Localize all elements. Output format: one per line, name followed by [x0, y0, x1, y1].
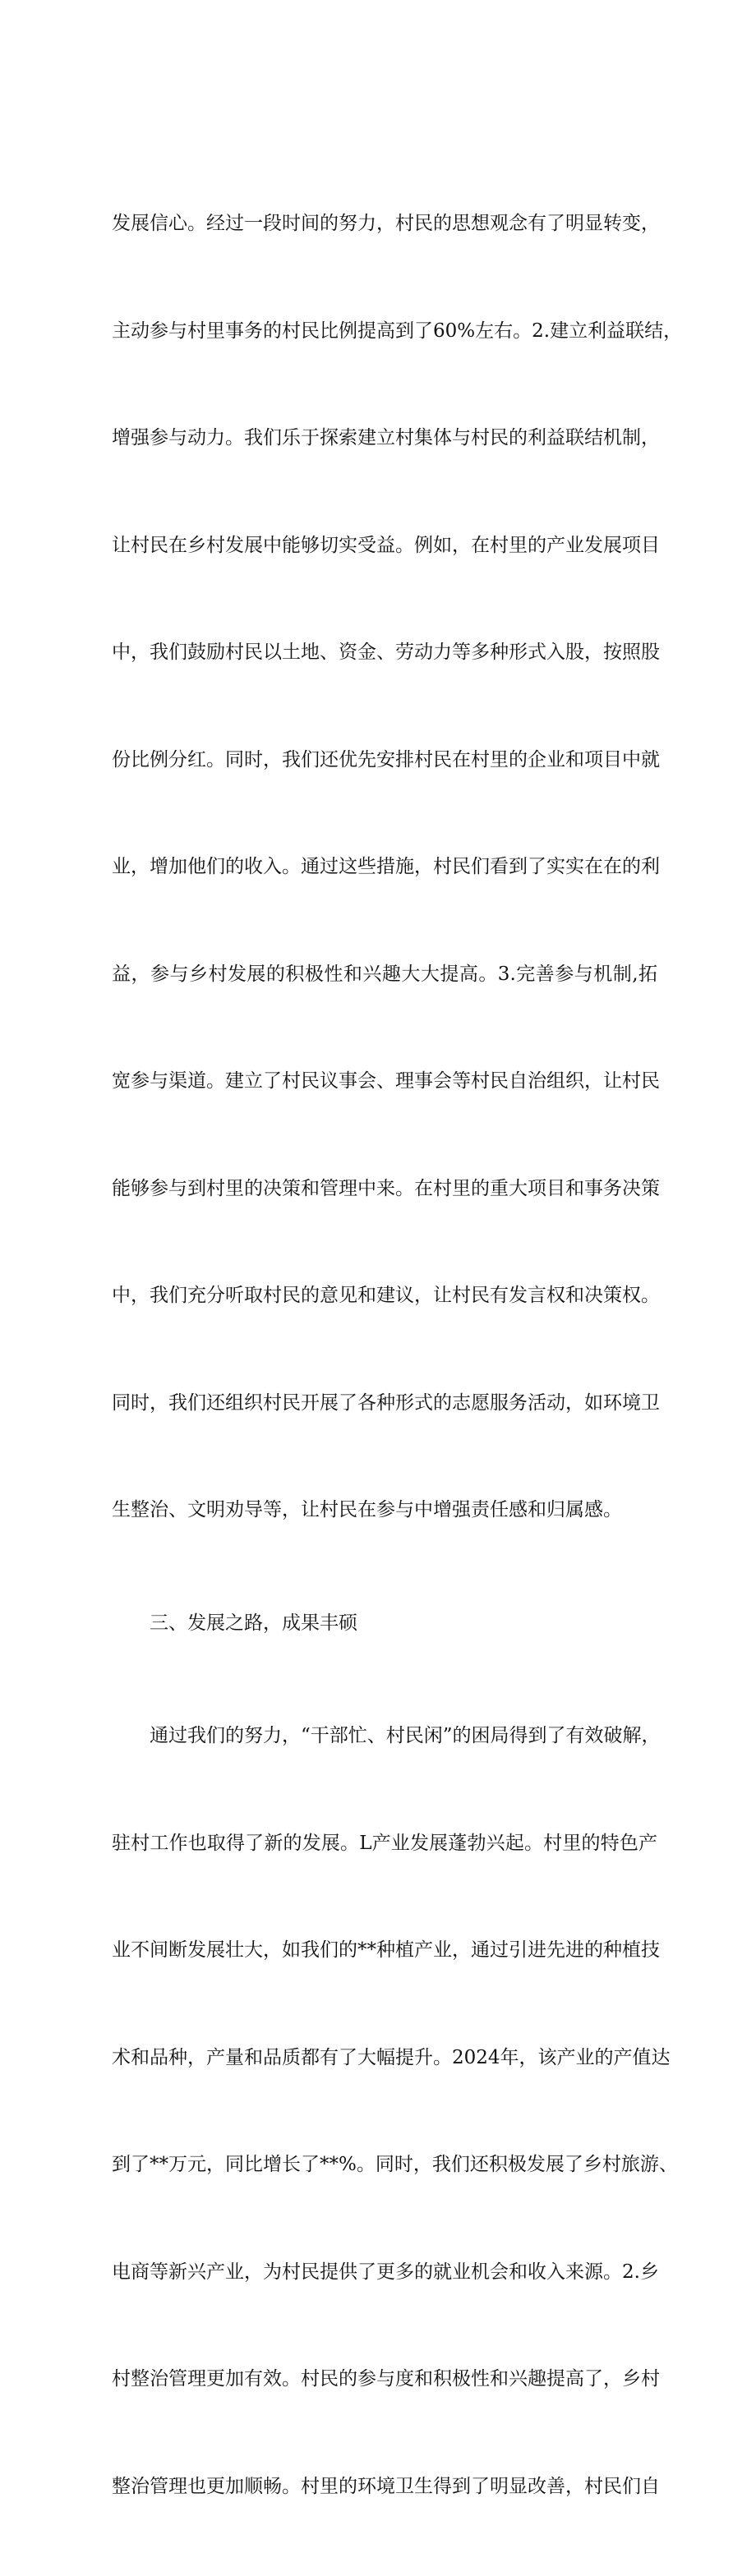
paragraph-1-line-5: 中，我们鼓励村民以土地、资金、劳动力等多种形式入股，按照股	[112, 642, 660, 663]
paragraph-2-line-7: 村整治管理更加有效。村民的参与度和积极性和兴趣提高了，乡村	[112, 2368, 660, 2390]
paragraph-2-line-8: 整治管理也更加顺畅。村里的环境卫生得到了明显改善，村民们自	[112, 2475, 660, 2497]
section-heading: 三、发展之路，成果丰硕	[150, 1612, 357, 1634]
paragraph-1-line-8: 益，参与乡村发展的积极性和兴趣大大提高。3.完善参与机制,拓	[112, 963, 657, 985]
body-text	[112, 135, 683, 2576]
paragraph-1-line-4: 让村民在乡村发展中能够切实受益。例如，在村里的产业发展项目	[112, 534, 660, 556]
paragraph-2-line-4: 术和品种，产量和品质都有了大幅提升。2024年，该产业的产值达	[112, 2046, 671, 2068]
paragraph-1-line-7: 业，增加他们的收入。通过这些措施，村民们看到了实实在在的利	[112, 856, 660, 877]
paragraph-1-line-9: 宽参与渠道。建立了村民议事会、理事会等村民自治组织，让村民	[112, 1070, 660, 1092]
paragraph-1	[112, 135, 683, 1600]
paragraph-2-line-6: 电商等新兴产业，为村民提供了更多的就业机会和收入来源。2.乡	[112, 2261, 659, 2283]
paragraph-1-line-12: 同时，我们还组织村民开展了各种形式的志愿服务活动，如环境卫	[112, 1392, 660, 1414]
paragraph-1-line-2: 主动参与村里事务的村民比例提高到了60%左右。2.建立利益联结，	[112, 320, 683, 342]
paragraph-2-line-5: 到了**万元，同比增长了**%。同时，我们还积极发展了乡村旅游、	[112, 2154, 678, 2175]
paragraph-1-line-1: 发展信心。经过一段时间的努力，村民的思想观念有了明显转变，	[112, 213, 660, 234]
paragraph-2	[112, 1647, 678, 2576]
paragraph-2-line-3: 业不间断发展壮大，如我们的**种植产业，通过引进先进的种植技	[112, 1939, 660, 1961]
paragraph-1-line-6: 份比例分红。同时，我们还优先安排村民在村里的企业和项目中就	[112, 748, 660, 770]
paragraph-1-line-10: 能够参与到村里的决策和管理中来。在村里的重大项目和事务决策	[112, 1177, 660, 1199]
paragraph-2-line-2: 驻村工作也取得了新的发展。L产业发展蓬勃兴起。村里的特色产	[112, 1832, 657, 1854]
paragraph-1-line-11: 中，我们充分听取村民的意见和建议，让村民有发言权和决策权。	[112, 1285, 660, 1306]
paragraph-2-line-1: 通过我们的努力，“干部忙、村民闲”的困局得到了有效破解，	[150, 1725, 661, 1746]
paragraph-1-line-3: 增强参与动力。我们乐于探索建立村集体与村民的利益联结机制，	[112, 427, 660, 448]
paragraph-1-line-13: 生整治、文明劝导等，让村民在参与中增强责任感和归属感。	[112, 1499, 622, 1520]
